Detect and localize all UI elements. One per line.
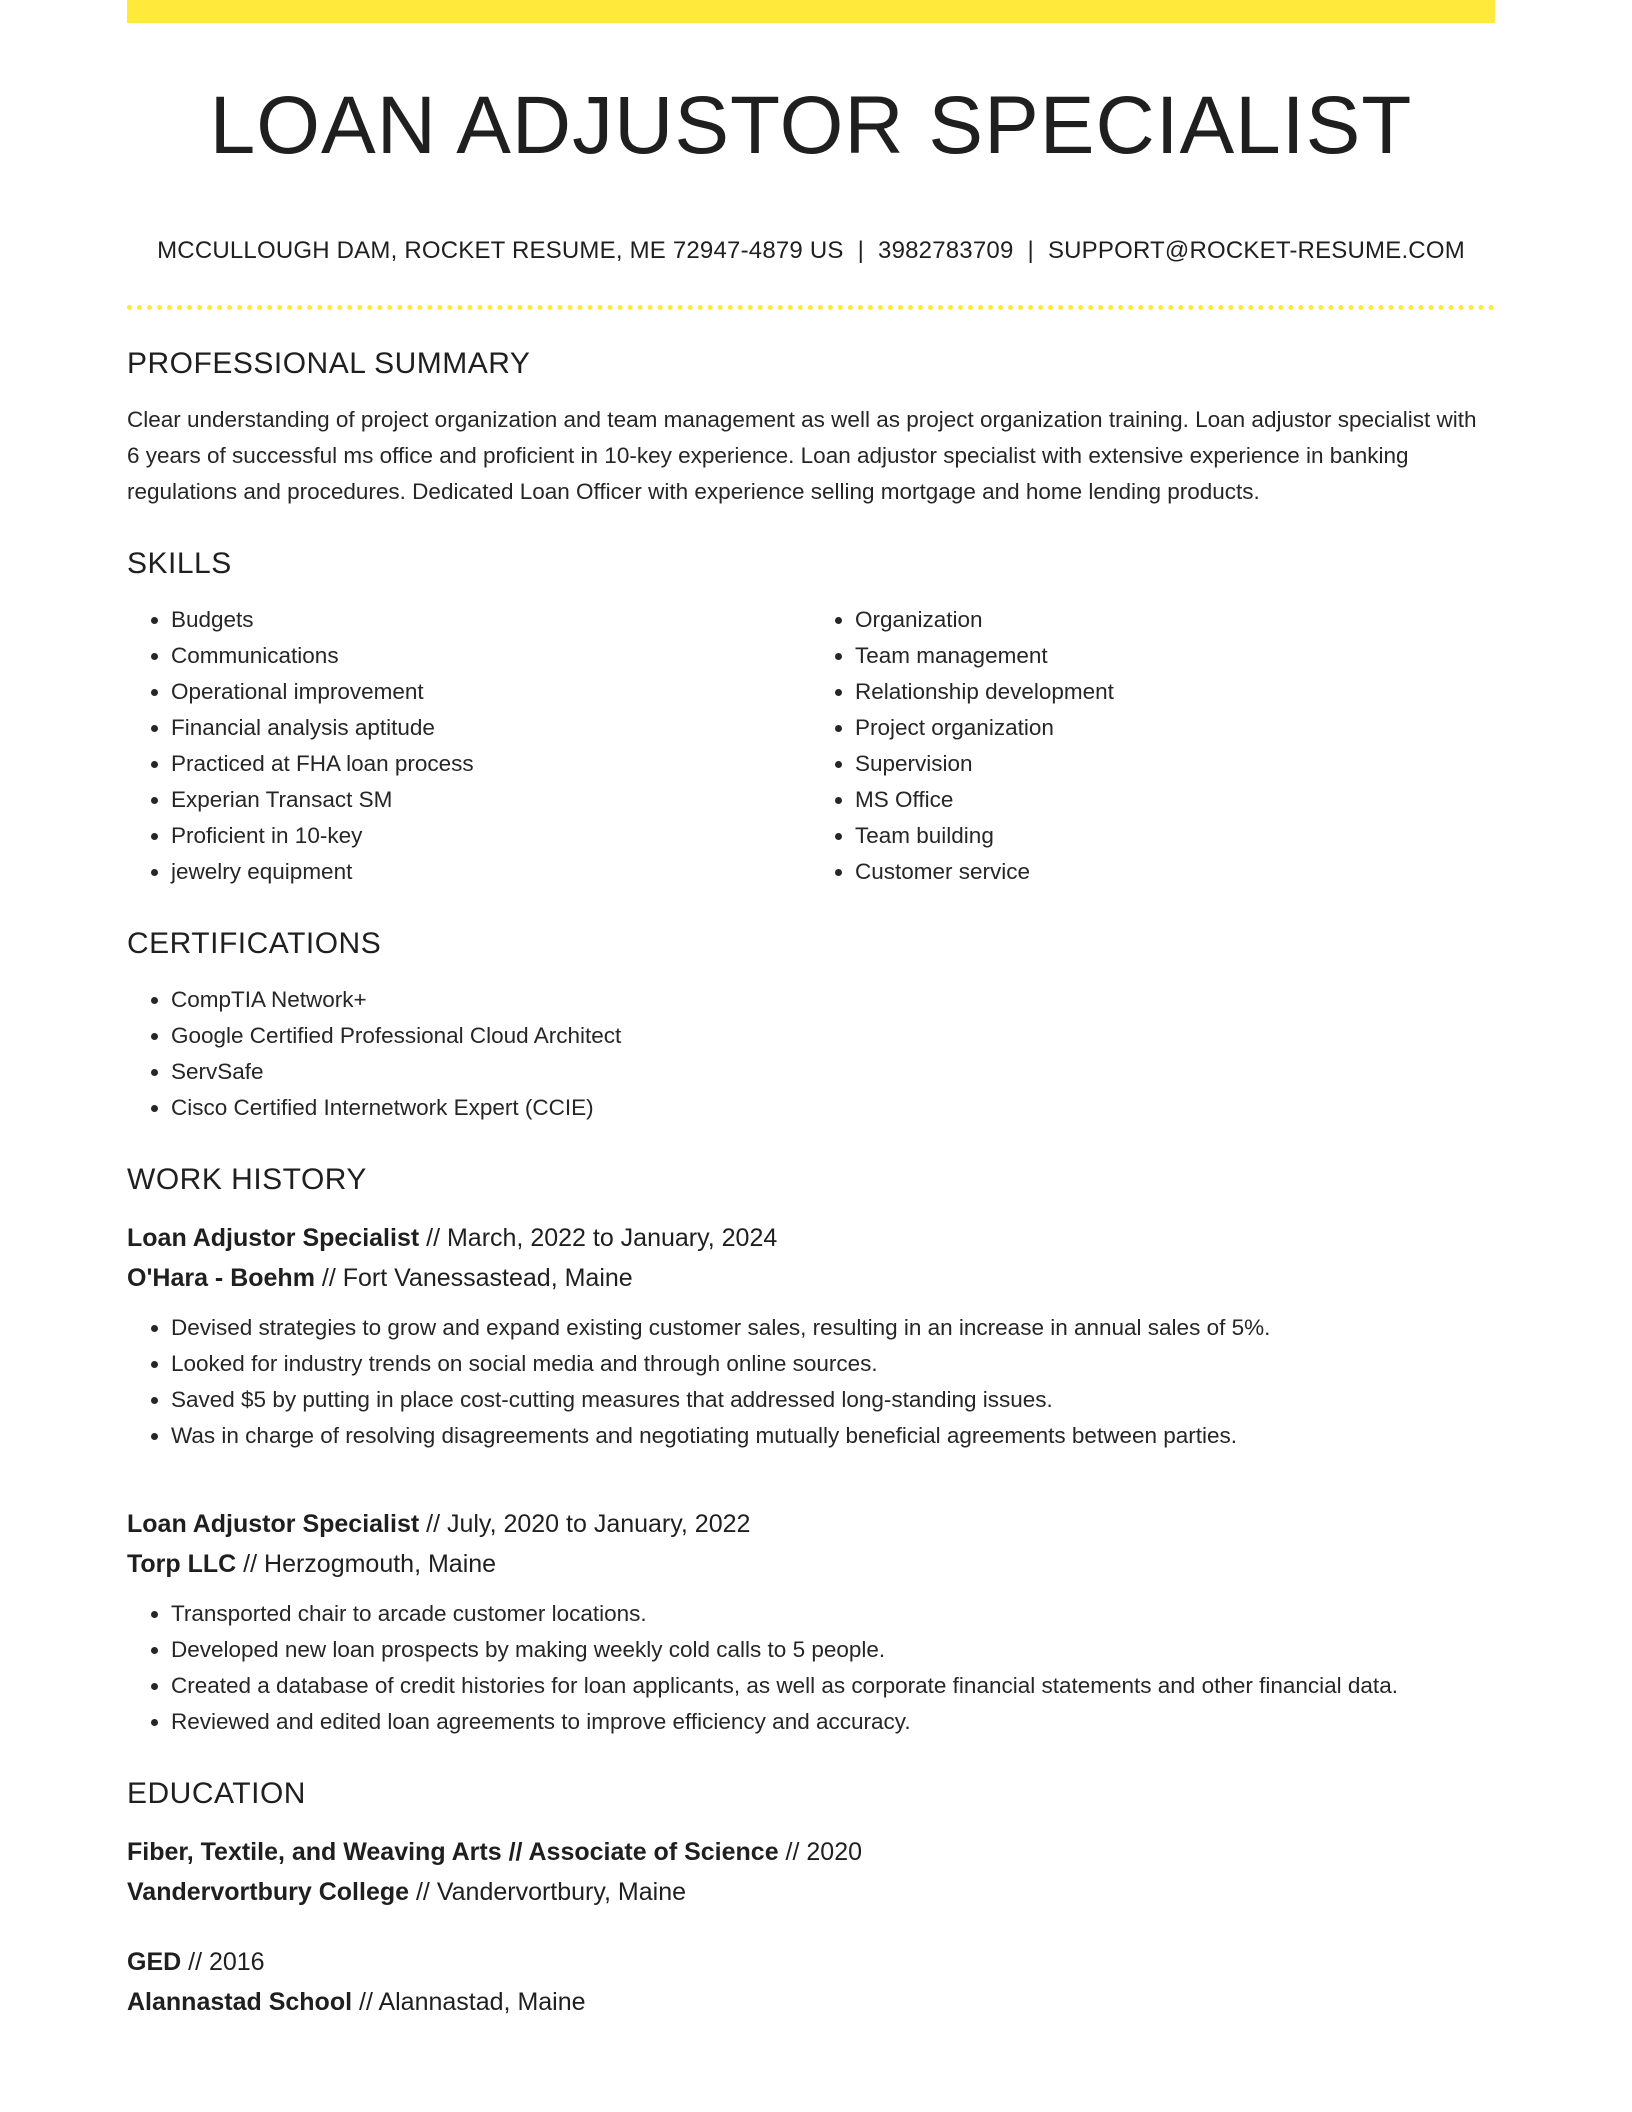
certification-item: • CompTIA Network+ [171,982,1495,1018]
job-location: // Fort Vanessastead, Maine [314,1264,633,1292]
education-section [127,1776,1495,2022]
certification-item: • ServSafe [171,1054,1495,1090]
contact-email: SUPPORT@ROCKET-RESUME.COM [1047,237,1465,264]
skill-item: • Budgets [171,602,811,638]
job-bullet: • Reviewed and edited loan agreements to improve efficiency and accuracy. [171,1704,1495,1740]
education-year: // 2016 [181,1948,265,1976]
summary-section [127,346,1495,510]
skills-columns [127,602,1495,890]
section-title-skills: SKILLS [127,547,232,580]
skill-item: • Practiced at FHA loan process [171,746,811,782]
skill-item: • Operational improvement [171,674,811,710]
contact-address: MCCULLOUGH DAM, ROCKET RESUME, ME 72947-4879 US [157,237,844,264]
job-dates: // March, 2022 to January, 2024 [419,1224,778,1252]
skill-item: • Team building [855,818,1495,854]
job-bullets [127,1310,1495,1454]
job-company: O'Hara - Boehm [127,1264,315,1292]
skill-item: • Communications [171,638,811,674]
education-school: Alannastad School [127,1988,353,2016]
section-title-certifications: CERTIFICATIONS [127,927,382,960]
certification-item: • Cisco Certified Internetwork Expert (CCIE) [171,1090,1495,1126]
education-degree: Fiber, Textile, and Weaving Arts // Associate of Science [127,1838,779,1866]
job-bullet: • Devised strategies to grow and expand existing customer sales, resulting in an increase in annual sales of 5%. [171,1310,1495,1346]
contact-separator: | [857,237,865,264]
job-title-line [127,1504,1495,1544]
job-bullet: • Looked for industry trends on social media and through online sources. [171,1346,1495,1382]
skill-item: • Relationship development [855,674,1495,710]
certification-item: • Google Certified Professional Cloud Architect [171,1018,1495,1054]
education-entry [127,1942,1495,2022]
job-bullet: • Developed new loan prospects by making weekly cold calls to 5 people. [171,1632,1495,1668]
education-school-line [127,1872,1495,1912]
job-bullet: • Was in charge of resolving disagreements and negotiating mutually beneficial agreements between parties. [171,1418,1495,1454]
contact-phone: 3982783709 [878,237,1014,264]
skill-item: • Experian Transact SM [171,782,811,818]
education-year: // 2020 [778,1838,863,1866]
resume-page [127,0,1495,2022]
job-entry [127,1504,1495,1740]
job-company-line [127,1544,1495,1584]
job-bullet: • Saved $5 by putting in place cost-cutting measures that addressed long-standing issues. [171,1382,1495,1418]
skill-item: • Supervision [855,746,1495,782]
section-title-education: EDUCATION [127,1777,306,1810]
contact-line [127,237,1495,265]
education-entry [127,1832,1495,1912]
job-role: Loan Adjustor Specialist [127,1510,420,1538]
certifications-list [127,982,1495,1126]
job-entry [127,1218,1495,1454]
candidate-title: LOAN ADJUSTOR SPECIALIST [209,80,1413,171]
certifications-section [127,926,1495,1126]
accent-bar [127,0,1495,23]
job-bullet: • Created a database of credit histories for loan applicants, as well as corporate financial statements and other financial data. [171,1668,1495,1704]
skills-list-right [811,602,1495,890]
skill-item: • Proficient in 10-key [171,818,811,854]
education-school: Vandervortbury College [127,1878,410,1906]
section-title-work-history: WORK HISTORY [127,1163,367,1196]
job-bullets [127,1596,1495,1740]
education-degree-line [127,1832,1495,1872]
skills-list-left [127,602,811,890]
education-degree-line [127,1942,1495,1982]
skill-item: • MS Office [855,782,1495,818]
dotted-divider [127,305,1495,310]
job-location: // Herzogmouth, Maine [236,1550,497,1578]
education-location: // Vandervortbury, Maine [409,1878,687,1906]
job-role: Loan Adjustor Specialist [127,1224,420,1252]
job-title-line [127,1218,1495,1258]
education-degree: GED [127,1948,182,1976]
education-school-line [127,1982,1495,2022]
skill-item: • Project organization [855,710,1495,746]
skill-item: • Financial analysis aptitude [171,710,811,746]
contact-separator: | [1027,237,1034,264]
summary-text: Clear understanding of project organization and team management as well as project organization training. Loan adjustor specialist with 6 years of successful ms office and proficient in 10-key experience. Loan adjustor specialist with extensive experience in banking regulations and procedures. Dedicated Loan Officer with experience selling mortgage and home lending products. [127,407,1477,504]
job-company: Torp LLC [127,1550,237,1578]
skill-item: • Team management [855,638,1495,674]
skill-item: • Customer service [855,854,1495,890]
work-history-section [127,1162,1495,1740]
section-title-summary: PROFESSIONAL SUMMARY [127,347,531,380]
job-dates: // July, 2020 to January, 2022 [419,1510,751,1538]
job-bullet: • Transported chair to arcade customer locations. [171,1596,1495,1632]
skill-item: • Organization [855,602,1495,638]
skill-item: • jewelry equipment [171,854,811,890]
education-location: // Alannastad, Maine [352,1988,586,2016]
skills-section [127,546,1495,890]
job-company-line [127,1258,1495,1298]
